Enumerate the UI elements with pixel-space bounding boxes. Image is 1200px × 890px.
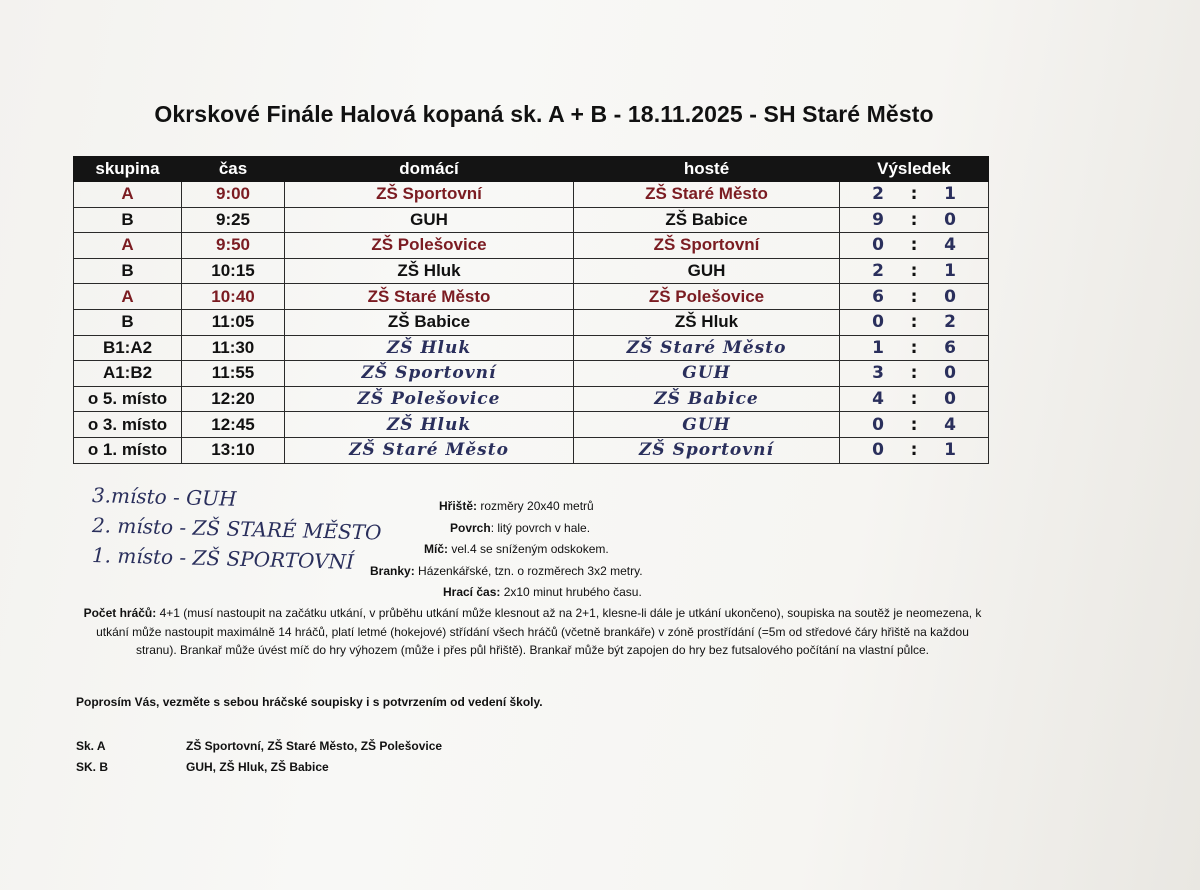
cell-score <box>840 258 989 284</box>
score-away: 4 <box>944 414 956 435</box>
cell-group: B1:A2 <box>74 335 182 361</box>
cell-away: ZŠ Polešovice <box>574 284 840 310</box>
schedule-table <box>73 156 989 464</box>
header-result: Výsledek <box>840 157 989 182</box>
score-separator: : <box>910 235 918 256</box>
score-away: 6 <box>944 337 956 358</box>
rules-paragraph: Počet hráčů: 4+1 (musí nastoupit na začátku utkání, v průběhu utkání může klesnout až na 2+1, klesne-li dále je utkání ukončeno), soupiska na soutěž je neomezena, k utkání může nastoupit maximálně 14 hráčů, platí letmé (hokejové) střídání všech hráčů (včetně brankáře) v zóně prostřídání (=5m od středové čáry hřiště na každou stranu). Brankař může úvést míč do hry výhozem (může i přes půl hřiště). Brankař může být zapojen do hry bez futsalového počítání na vlastní půlce. <box>83 606 982 657</box>
cell-home: ZŠ Sportovní <box>285 182 574 208</box>
cell-home: ZŠ Hluk <box>285 335 574 361</box>
score-home: 3 <box>872 363 884 384</box>
cell-home: ZŠ Hluk <box>285 258 574 284</box>
score-home: 6 <box>872 286 884 307</box>
cell-group: o 3. místo <box>74 412 182 438</box>
group-a-teams: ZŠ Sportovní, ZŠ Staré Město, ZŠ Polešovice <box>186 739 443 753</box>
cell-away: ZŠ Sportovní <box>574 233 840 259</box>
cell-group: A <box>74 182 182 208</box>
score-separator: : <box>910 337 918 358</box>
score-separator: : <box>910 312 918 333</box>
cell-home: ZŠ Hluk <box>285 412 574 438</box>
table-row <box>74 182 989 208</box>
table-row <box>74 412 989 438</box>
score-separator: : <box>910 414 918 435</box>
cell-time: 12:45 <box>182 412 285 438</box>
group-a-label: Sk. A <box>76 739 106 753</box>
score-away: 0 <box>944 363 956 384</box>
table-header-row <box>74 157 989 182</box>
result-second: 2. místo - ZŠ STARÉ MĚSTO <box>91 513 382 545</box>
score-away: 0 <box>944 389 956 410</box>
cell-time: 11:05 <box>182 309 285 335</box>
result-third: 3.místo - GUH <box>91 483 237 511</box>
cell-group: B <box>74 309 182 335</box>
score-away: 2 <box>944 312 956 333</box>
score-separator: : <box>910 209 918 230</box>
cell-home: ZŠ Sportovní <box>285 361 574 387</box>
cell-group: o 1. místo <box>74 437 182 463</box>
result-first: 1. místo - ZŠ SPORTOVNÍ <box>91 543 355 574</box>
cell-away: GUH <box>574 412 840 438</box>
score-separator: : <box>910 389 918 410</box>
page-title: Okrskové Finále Halová kopaná sk. A + B - 18.11.2025 - SH Staré Město <box>154 101 934 127</box>
score-separator: : <box>910 184 918 205</box>
cell-away: ZŠ Staré Město <box>574 182 840 208</box>
cell-away: ZŠ Babice <box>574 207 840 233</box>
table-row <box>74 309 989 335</box>
cell-time: 9:50 <box>182 233 285 259</box>
score-home: 0 <box>872 235 884 256</box>
score-away: 1 <box>944 261 956 282</box>
info-mic: Míč: vel.4 se sníženým odskokem. <box>424 542 609 556</box>
cell-score <box>840 182 989 208</box>
score-away: 4 <box>944 235 956 256</box>
info-cas: Hrací čas: 2x10 minut hrubého času. <box>443 585 642 599</box>
score-separator: : <box>910 261 918 282</box>
cell-group: A <box>74 233 182 259</box>
cell-score <box>840 233 989 259</box>
cell-score <box>840 437 989 463</box>
score-away: 0 <box>944 286 956 307</box>
cell-home: ZŠ Staré Město <box>285 284 574 310</box>
cell-away: ZŠ Sportovní <box>574 437 840 463</box>
table-row <box>74 207 989 233</box>
cell-time: 9:25 <box>182 207 285 233</box>
score-home: 2 <box>872 184 884 205</box>
score-home: 0 <box>872 440 884 461</box>
header-home: domácí <box>285 157 574 182</box>
cell-group: A <box>74 284 182 310</box>
cell-home: ZŠ Polešovice <box>285 233 574 259</box>
score-separator: : <box>910 440 918 461</box>
score-home: 0 <box>872 414 884 435</box>
cell-group: o 5. místo <box>74 386 182 412</box>
table-row <box>74 258 989 284</box>
cell-away: ZŠ Babice <box>574 386 840 412</box>
cell-score <box>840 412 989 438</box>
info-povrch: Povrch: litý povrch v hale. <box>450 521 591 535</box>
group-b-teams: GUH, ZŠ Hluk, ZŠ Babice <box>186 760 329 774</box>
cell-away: ZŠ Staré Město <box>574 335 840 361</box>
score-away: 1 <box>944 184 956 205</box>
cell-score <box>840 386 989 412</box>
table-row <box>74 437 989 463</box>
cell-time: 9:00 <box>182 182 285 208</box>
cell-time: 13:10 <box>182 437 285 463</box>
handwritten-results <box>91 480 382 574</box>
cell-time: 11:30 <box>182 335 285 361</box>
cell-score <box>840 335 989 361</box>
table-row <box>74 335 989 361</box>
group-b-label: SK. B <box>76 760 109 774</box>
score-home: 9 <box>872 209 884 230</box>
header-time: čas <box>182 157 285 182</box>
header-away: hosté <box>574 157 840 182</box>
table-row <box>74 233 989 259</box>
cell-time: 12:20 <box>182 386 285 412</box>
cell-home: ZŠ Babice <box>285 309 574 335</box>
cell-time: 10:15 <box>182 258 285 284</box>
cell-score <box>840 207 989 233</box>
info-hriste: Hřiště: rozměry 20x40 metrů <box>439 499 594 513</box>
score-away: 1 <box>944 440 956 461</box>
score-away: 0 <box>944 209 956 230</box>
header-group: skupina <box>74 157 182 182</box>
cell-score <box>840 309 989 335</box>
table-row <box>74 284 989 310</box>
cell-time: 10:40 <box>182 284 285 310</box>
cell-score <box>840 284 989 310</box>
score-separator: : <box>910 363 918 384</box>
score-home: 1 <box>872 337 884 358</box>
score-home: 4 <box>872 389 884 410</box>
cell-away: GUH <box>574 361 840 387</box>
cell-home: GUH <box>285 207 574 233</box>
cell-home: ZŠ Staré Město <box>285 437 574 463</box>
cell-home: ZŠ Polešovice <box>285 386 574 412</box>
cell-score <box>840 361 989 387</box>
table-row <box>74 386 989 412</box>
cell-group: A1:B2 <box>74 361 182 387</box>
cell-away: ZŠ Hluk <box>574 309 840 335</box>
score-home: 2 <box>872 261 884 282</box>
cell-time: 11:55 <box>182 361 285 387</box>
cell-group: B <box>74 207 182 233</box>
cell-away: GUH <box>574 258 840 284</box>
cell-group: B <box>74 258 182 284</box>
roster-note: Poprosím Vás, vezměte s sebou hráčské soupisky i s potvrzením od vedení školy. <box>76 695 543 709</box>
table-row <box>74 361 989 387</box>
info-branky: Branky: Házenkářské, tzn. o rozměrech 3x2 metry. <box>370 564 643 578</box>
score-home: 0 <box>872 312 884 333</box>
score-separator: : <box>910 286 918 307</box>
